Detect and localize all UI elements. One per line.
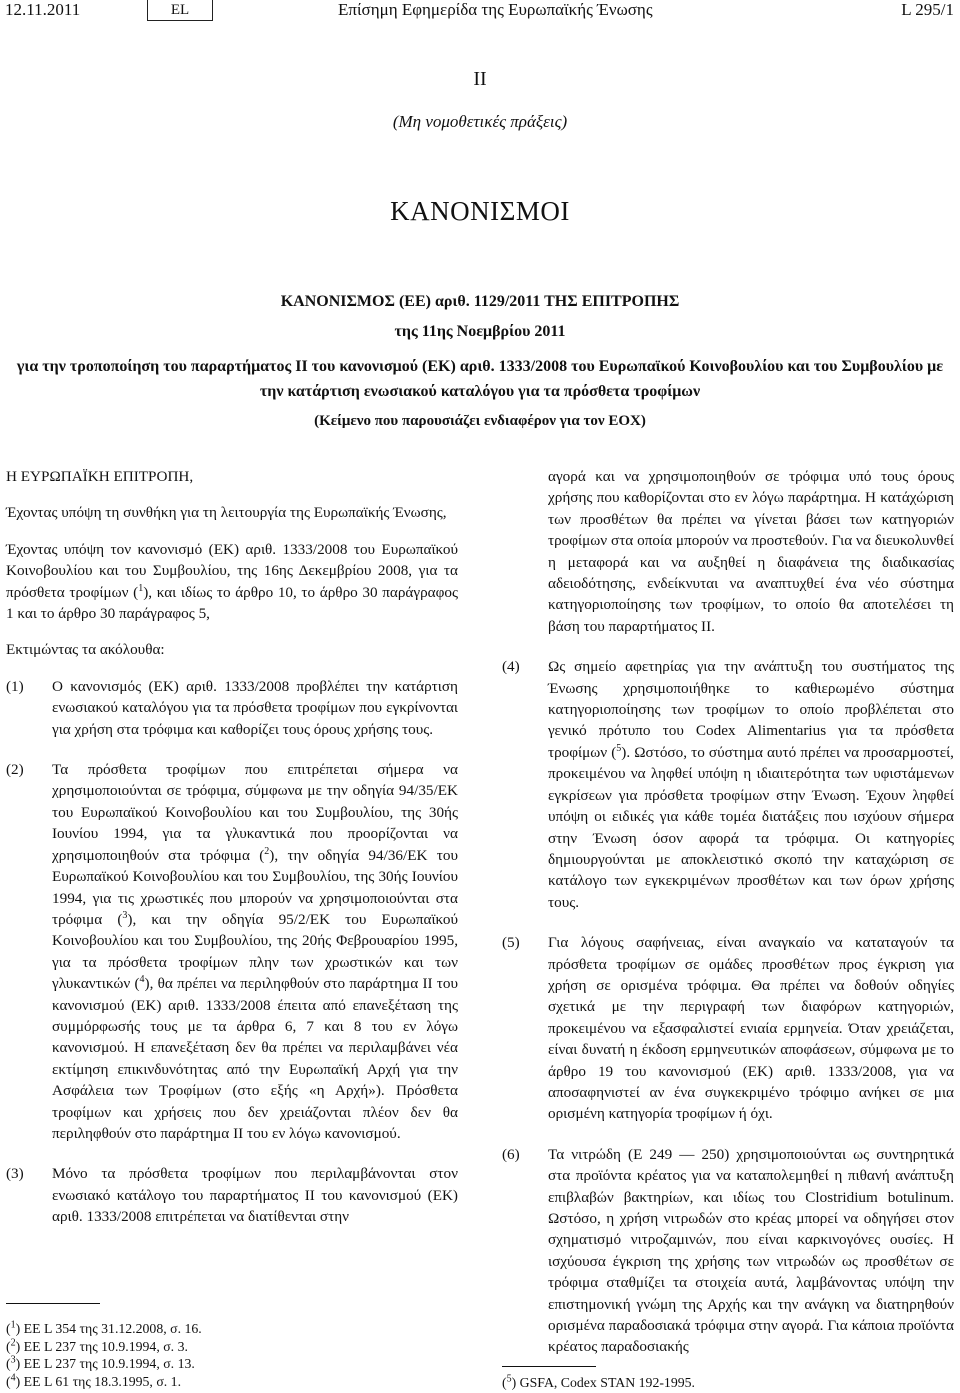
eea-relevance: (Κείμενο που παρουσιάζει ενδιαφέρον για τον ΕΟΧ) [314,413,646,429]
footnote-rule [502,1366,596,1367]
footnotes-right [502,1374,695,1392]
footnote: ($^1$) ΕΕ L 354 της 31.12.2008, σ. 16. [6,1319,202,1336]
journal-title: Επίσημη Εφημερίδα της Ευρωπαϊκής Ένωσης [338,0,653,19]
regulation-date: της 11ης Νοεμβρίου 2011 [394,323,566,340]
page-number: L 295/1 [901,0,954,19]
section-heading: ΚΑΝΟΝΙΣΜΟΙ [390,196,570,226]
regulation-title: ΚΑΝΟΝΙΣΜΟΣ (ΕΕ) αριθ. 1129/2011 ΤΗΣ ΕΠΙΤΡΟΠΗΣ [280,293,680,310]
language-badge: EL [147,0,213,21]
right-column [502,466,954,1377]
recital-6: (6) Τα νιτρώδη (Ε 249 — 250) χρησιμοποιούνται ως συντηρητικά στα προϊόντα κρέατος για να καταπολεμηθεί η πιθανή ανάπτυξη επιβλαβών βακτηρίων, και ιδίως του Clostridium botulinum. Ωστόσο, η χρήση νιτρωδών στο κρέας μπορεί να οδηγήσει στον σχηματισμό νιτροζαμινών, που είναι καρκινογόνες ουσίες. Η ισχύουσα έγκριση της χρήσης των νιτρωδών ως προσθέτων σε τρόφιμα σταθμίζει τα στοιχεία αυτά, λαμβάνοντας υπόψη την επιστημονική γνώμη της Αρχής και την ανάγκη να διατηρηθούν ορισμένα παραδοσιακά τρόφιμα στην αγορά. Για κάποια προϊόντα κρέατος παραδοσιακής [502,1145,954,1356]
recital-2: (2) Τα πρόσθετα τροφίμων που επιτρέπεται σήμερα να χρησιμοποιούνται σε τρόφιμα, σύμφωνα με την οδηγία 94/35/ΕΚ του Ευρωπαϊκού Κοινοβουλίου και του Συμβουλίου, της 30ής Ιουνίου 1994, για τα γλυκαντικά που προορίζονται να χρησιμοποιηθούν στα τρόφιμα ($^2$), την οδηγία 94/36/ΕΚ του Ευρωπαϊκού Κοινοβουλίου και του Συμβουλίου, της 30ής Ιουνίου 1994, για τις χρωστικές που μπορούν να χρησιμοποιούνται στα τρόφιμα ($^3$), και την οδηγία 95/2/ΕΚ του Ευρωπαϊκού Κοινοβουλίου και του Συμβουλίου, της 20ής Φεβρουαρίου 1995, για τα πρόσθετα τροφίμων πλην των χρωστικών και των γλυκαντικών ($^4$), θα πρέπει να περιληφθούν στο παράρτημα ΙΙ του κανονισμού (ΕΚ) αριθ. 1333/2008 έπειτα από επανεξέταση της συμμόρφωσής τους με τα άρθρα 6, 7 και 8 του εν λόγω κανονισμού. Η επανεξέταση δεν θα πρέπει να περιλαμβάνει νέα εκτίμηση επικινδυνότητας από την Ευρωπαϊκή Αρχή για την Ασφάλεια των Τροφίμων (στο εξής «η Αρχή»). Πρόσθετα τροφίμων και χρήσεις που δεν χρειάζονται πλέον δεν θα περιληφθούν στο παράρτημα ΙΙ του εν λόγω κανονισμού. [6,761,459,1142]
publication-date: 12.11.2011 [5,0,81,19]
footnote-ref-2[interactable]: 2 [264,845,270,857]
citation-treaty: Έχοντας υπόψη τη συνθήκη για τη λειτουργία της Ευρωπαϊκής Ένωσης, [6,504,447,522]
part-subtitle: (Μη νομοθετικές πράξεις) [392,112,568,131]
footnote: ($^3$) ΕΕ L 237 της 10.9.1994, σ. 13. [6,1354,195,1372]
footnote-ref-3[interactable]: 3 [122,909,128,921]
footnote-ref-4[interactable]: 4 [139,974,145,986]
recital-4: (4) Ως σημείο αφετηρίας για την ανάπτυξη του συστήματος της Ένωσης χρησιμοποιήθηκε το καθιερωμένο σύστημα κατηγοριοποίησης των τροφίμων το οποίο προβλέπεται στο γενικό πρότυπο του Codex Alimentarius για τα πρόσθετα τροφίμων ($^5$). Ωστόσο, το σύστημα αυτό πρέπει να προσαρμοστεί, προκειμένου να ληφθεί υπόψη η ιδιαιτερότητα των υφιστάμενων εγκρίσεων για πρόσθετα τροφίμων στην Ένωση. Έχουν ληφθεί υπόψη οι ειδικές για κάθε τομέα διατάξεις που ισχύουν σήμερα στην Ένωση όσον αφορά τα τρόφιμα. Οι κατηγορίες δημιουργούνται με αποκλειστικό σκοπό την καταχώριση σε κατάλογο των εγκεκριμένων προσθέτων και των όρων χρήσης τους. [502,658,954,911]
footnote: ($^4$) ΕΕ L 61 της 18.3.1995, σ. 1. [6,1372,182,1389]
footnote: ($^2$) ΕΕ L 237 της 10.9.1994, σ. 3. [6,1337,188,1354]
part-number: II [473,68,487,90]
recital-3-continuation: αγορά και να χρησιμοποιηθούν σε τρόφιμα υπό τους όρους χρήσης που καθορίζονται στο εν λόγω παράρτημα. Η κατάχώριση των προσθέτων θα πρέπει να γίνεται βάσει των κατηγοριών τροφίμων στα οποία μπορούν να προστεθούν. Για να διευκολυνθεί η μεταφορά και να αυξηθεί η διαφάνεια της διαδικασίας αδειοδότησης, ενδείκνυται να αναπτυχθεί ένα νέο σύστημα κατηγοριοποίησης των τροφίμων, το οποίο θα αποτελέσει τη βάση του παραρτήματος ΙΙ. [548,468,954,635]
recital-5: (5) Για λόγους σαφήνειας, είναι αναγκαίο να καταταγούν τα πρόσθετα τροφίμων σε ομάδες προσθέτων προς έγκριση για χρήση σε ορισμένα τρόφιμα. Θα πρέπει να δοθούν οδηγίες σχετικά με την περιγραφή των διαφόρων κατηγοριών, προκειμένου να εξασφαλιστεί ενιαία ερμηνεία. Όταν χρειάζεται, είναι δυνατή η έκδοση ερμηνευτικών αποφάσεων, σύμφωνα με το άρθρο 19 του κανονισμού (ΕΚ) αριθ. 1333/2008, για να αποσαφηνιστεί αν ένα συγκεκριμένο τρόφιμο ανήκει σε μια ορισμένη κατηγορία τροφίμων ή όχι. [502,934,954,1123]
footnote-ref-1[interactable]: 1 [138,582,144,594]
regulation-subject: για την τροποποίηση του παραρτήματος ΙΙ του κανονισμού (ΕΚ) αριθ. 1333/2008 του Ευρωπαϊκού Κοινοβουλίου και του Συμβουλίου με την κατάρτιση ενωσιακού καταλόγου για τα πρόσθετα τροφίμων [16,358,944,400]
recital-3: (3) Μόνο τα πρόσθετα τροφίμων που περιλαμβάνονται στον ενωσιακό κατάλογο του παραρτήματος ΙΙ του κανονισμού (ΕΚ) αριθ. 1333/2008 επιτρέπεται να διατίθενται στην [6,1165,458,1226]
recital-1: (1) Ο κανονισμός (ΕΚ) αριθ. 1333/2008 προβλέπει την κατάρτιση ενωσιακού καταλόγου για τα πρόσθετα τροφίμων που εγκρίνονται για χρήση στα τρόφιμα και καθορίζει τους όρους χρήσης τους. [6,677,458,738]
commission-heading: Η ΕΥΡΩΠΑΪΚΗ ΕΠΙΤΡΟΠΗ, [6,468,194,485]
footnote: ($^5$) GSFA, Codex STAN 192-1995. [502,1373,695,1390]
footnote-ref-5[interactable]: 5 [616,742,622,754]
footnote-rule [6,1303,100,1304]
page-header [0,0,960,22]
footnotes-left [6,1320,202,1390]
citation-regulation: Έχοντας υπόψη τον κανονισμό (ΕΚ) αριθ. 1333/2008 του Ευρωπαϊκού Κοινοβουλίου και του Συμβουλίου, της 16ης Δεκεμβρίου 2008, για τα πρόσθετα τροφίμων ($^1$), και ιδίως το άρθρο 10, το άρθρο 30 παράγραφος 1 και το άρθρο 30 παράγραφος 5, [6,540,458,623]
left-column [6,466,458,1247]
recitals-intro: Εκτιμώντας τα ακόλουθα: [6,641,165,659]
